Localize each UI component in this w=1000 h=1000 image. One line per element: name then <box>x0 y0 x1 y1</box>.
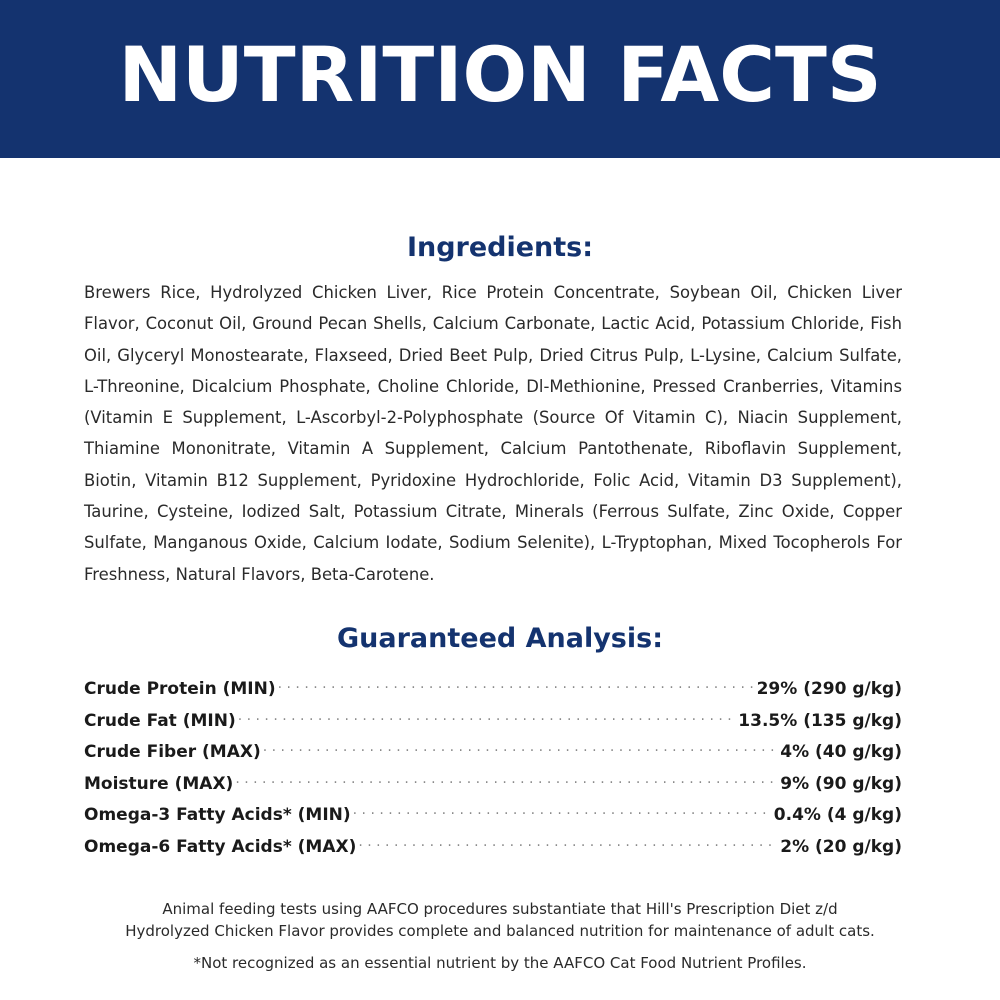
analysis-row <box>84 800 902 832</box>
analysis-row <box>84 832 902 864</box>
analysis-row-name: Crude Fat (MIN) <box>84 710 236 731</box>
analysis-row-name: Crude Protein (MIN) <box>84 679 276 699</box>
dot-leader <box>263 737 779 757</box>
guaranteed-analysis-table <box>84 674 902 863</box>
dot-leader <box>238 706 737 726</box>
analysis-row <box>84 674 902 706</box>
analysis-row-value: 9% (90 g/kg) <box>780 773 902 794</box>
aafco-statement-line-2: Hydrolyzed Chicken Flavor provides complete and balanced nutrition for maintenance of adult cats. <box>125 922 875 940</box>
analysis-row <box>84 706 902 738</box>
analysis-row-value: 2% (20 g/kg) <box>780 836 902 857</box>
aafco-statement <box>0 898 1000 942</box>
ingredients-list: Brewers Rice, Hydrolyzed Chicken Liver, Rice Protein Concentrate, Soybean Oil, Chicken Liver Flavor, Coconut Oil, Ground Pecan Shells, Calcium Carbonate, Lactic Acid, Potassium Chloride, Fish Oil, Glyceryl Monostearate, Flaxseed, Dried Beet Pulp, Dried Citrus Pulp, L-Lysine, Calcium Sulfate, L-Threonine, Dicalcium Phosphate, Choline Chloride, Dl-Methionine, Pressed Cranberries, Vitamins (Vitamin E Supplement, L-Ascorbyl-2-Polyphosphate (Source Of Vitamin C), Niacin Supplement, Thiamine Mononitrate, Vitamin A Supplement, Calcium Pantothenate, Riboflavin Supplement, Biotin, Vitamin B12 Supplement, Pyridoxine Hydrochloride, Folic Acid, Vitamin D3 Supplement), Taurine, Cysteine, Iodized Salt, Potassium Citrate, Minerals (Ferrous Sulfate, Zinc Oxide, Copper Sulfate, Manganous Oxide, Calcium Iodate, Sodium Selenite), L-Tryptophan, Mixed Tocopherols For Freshness, Natural Flavors, Beta-Carotene. <box>84 283 902 584</box>
analysis-row <box>84 769 902 801</box>
guaranteed-analysis-heading: Guaranteed Analysis: <box>336 623 663 654</box>
analysis-row-name: Crude Fiber (MAX) <box>84 742 261 762</box>
analysis-row <box>84 737 902 769</box>
analysis-row-value: 4% (40 g/kg) <box>780 742 902 762</box>
analysis-row-name: Omega-6 Fatty Acids* (MAX) <box>84 836 357 857</box>
analysis-row-value: 0.4% (4 g/kg) <box>773 805 902 825</box>
aafco-statement-line-1: Animal feeding tests using AAFCO procedures substantiate that Hill's Prescription Diet z/d <box>162 900 838 918</box>
dot-leader <box>358 832 778 852</box>
nutrient-disclaimer: *Not recognized as an essential nutrient by the AAFCO Cat Food Nutrient Profiles. <box>193 954 807 972</box>
analysis-row-name: Omega-3 Fatty Acids* (MIN) <box>84 805 351 825</box>
analysis-row-name: Moisture (MAX) <box>84 773 234 794</box>
analysis-row-value: 29% (290 g/kg) <box>756 679 902 699</box>
ingredients-heading: Ingredients: <box>406 232 594 263</box>
dot-leader <box>235 769 778 789</box>
dot-leader <box>353 800 772 820</box>
analysis-row-value: 13.5% (135 g/kg) <box>738 710 902 731</box>
dot-leader <box>278 674 755 694</box>
header-banner <box>0 0 1000 158</box>
page-title: NUTRITION FACTS <box>118 30 882 119</box>
